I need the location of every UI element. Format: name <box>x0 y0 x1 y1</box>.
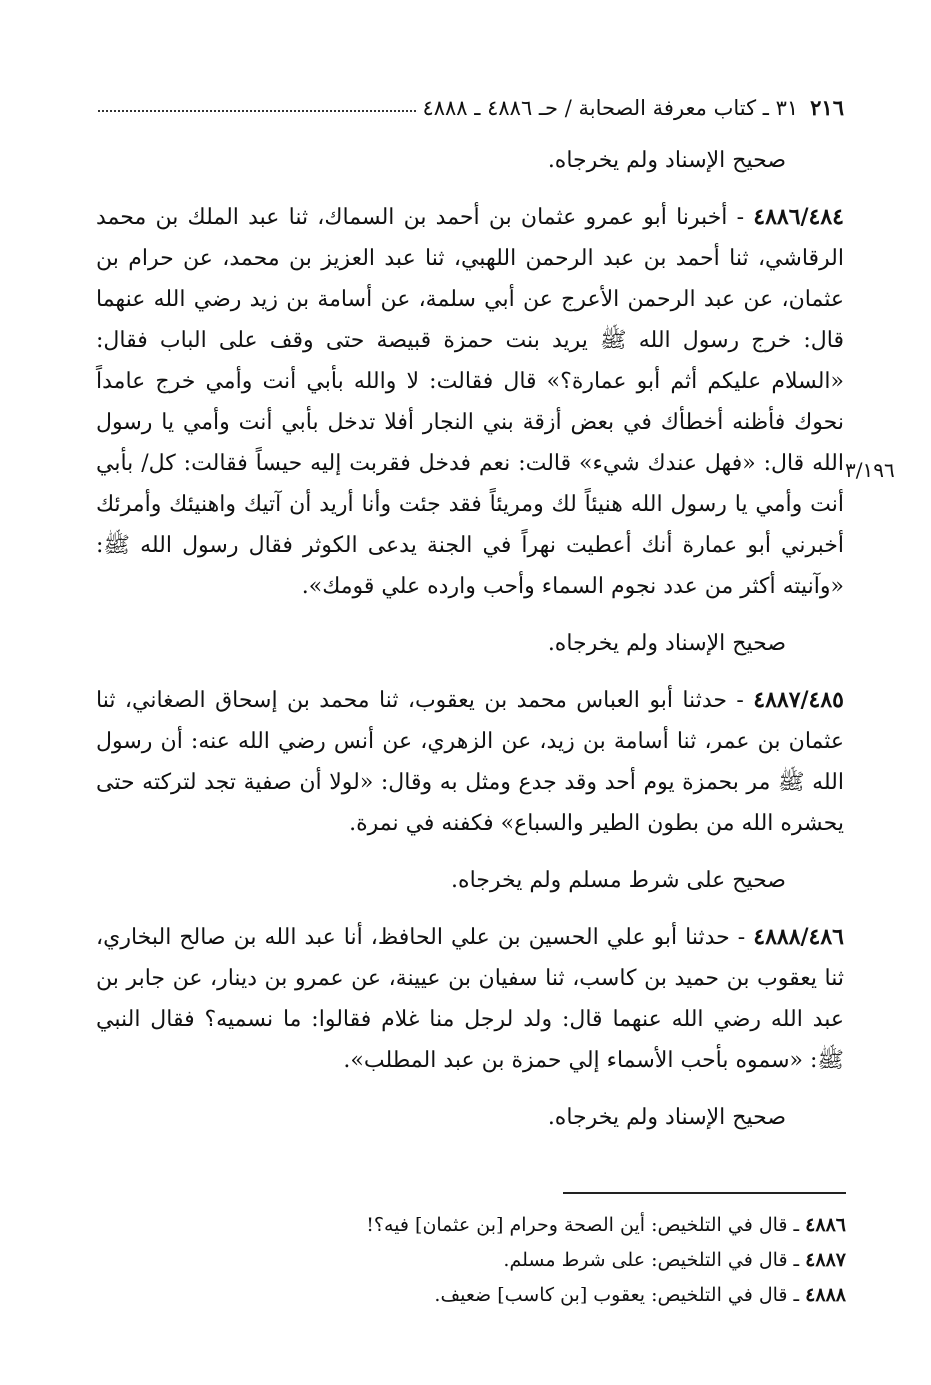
footnote-number: ٤٨٨٦ <box>805 1214 846 1236</box>
hadith-number: ٤٨٨٦/٤٨٤ <box>753 204 844 230</box>
grade-statement: صحيح الإسناد ولم يخرجاه. <box>547 631 786 656</box>
hadith-text: - حدثنا أبو العباس محمد بن يعقوب، ثنا محمد بن إسحاق الصغاني، ثنا عثمان بن عمر، ثنا أسامة بن زيد، عن الزهري، عن أنس رضي الله عنه: أن رسول الله ﷺ مر بحمزة يوم أحد وقد جدع ومثل به وقال: «لولا أن صفية تجد لتركته حتى يحشره الله من بطون الطير والسباع» فكفنه في نمرة. <box>96 688 845 836</box>
footnote-separator <box>563 1192 846 1194</box>
footnote-number: ٤٨٨٧ <box>805 1249 846 1271</box>
hadith-paragraph <box>96 917 844 1081</box>
footnote-text: ـ قال في التلخيص: أين الصحة وحرام [بن عثمان] فيه؟! <box>366 1214 806 1236</box>
main-text <box>96 140 844 1154</box>
footnote-text: ـ قال في التلخيص: يعقوب [بن كاسب] ضعيف. <box>434 1284 806 1306</box>
grade-statement: صحيح على شرط مسلم ولم يخرجاه. <box>451 868 786 893</box>
footnotes <box>300 1208 846 1313</box>
footnote-item <box>300 1243 846 1278</box>
header-dot-leader <box>98 109 416 112</box>
grade-statement: صحيح الإسناد ولم يخرجاه. <box>547 1105 786 1130</box>
page-number: ٢١٦ <box>810 95 844 120</box>
hadith-paragraph <box>96 197 844 607</box>
hadith-paragraph <box>96 680 844 844</box>
hadith-text: - أخبرنا أبو عمرو عثمان بن أحمد بن السماك، ثنا عبد الملك بن محمد الرقاشي، ثنا أحمد بن عبد الرحمن اللهبي، ثنا عبد العزيز بن محمد، عن حرام بن عثمان، عن عبد الرحمن الأعرج عن أبي سلمة، عن أسامة بن زيد رضي الله عنهما قال: خرج رسول الله ﷺ يريد بنت حمزة قبيصة حتى وقف على الباب فقال: «السلام عليكم أثم أبو عمارة؟» قال فقالت: لا والله بأبي أنت وأمي خرج عامداً نحوك فأظنه أخطأك في بعض أزقة بني النجار أفلا تدخل بأبي أنت وأمي يا رسول الله قال: «فهل عندك شيء» قالت: نعم فدخل فقربت إليه حيساً فقالت: كل/ بأبي أنت وأمي يا رسول الله هنيئاً لك ومريئاً فقد جئت وأنا أريد أن آتيك واهنيئك وأمرئك أخبرني أبو عمارة أنك أعطيت نهراً في الجنة يدعى الكوثر فقال رسول الله ﷺ: «وآنيته أكثر من عدد نجوم السماء وأحب وارده علي قومك». <box>96 205 844 599</box>
hadith-text: - حدثنا أبو علي الحسين بن علي الحافظ، أنا عبد الله بن صالح البخاري، ثنا يعقوب بن حميد بن كاسب، ثنا سفيان بن عيينة، عن عمرو بن دينار، عن جابر بن عبد الله رضي الله عنهما قال: ولد لرجل منا غلام فقالوا: ما نسميه؟ فقال النبي ﷺ: «سموه بأحب الأسماء إلي حمزة بن عبد المطلب». <box>96 925 844 1073</box>
footnote-item <box>300 1278 846 1313</box>
margin-volume-page-reference: ٣/١٩٦ <box>845 458 895 482</box>
footnote-text: ـ قال في التلخيص: على شرط مسلم. <box>503 1249 806 1271</box>
footnote-number: ٤٨٨٨ <box>805 1284 846 1306</box>
hadith-number: ٤٨٨٧/٤٨٥ <box>753 687 844 713</box>
running-title: ٣١ ـ كتاب معرفة الصحابة / حـ ٤٨٨٦ ـ ٤٨٨٨ <box>422 96 799 120</box>
footnote-item <box>300 1208 846 1243</box>
page-header <box>92 84 844 120</box>
hadith-number: ٤٨٨٨/٤٨٦ <box>753 924 844 950</box>
grade-statement: صحيح الإسناد ولم يخرجاه. <box>547 148 786 173</box>
